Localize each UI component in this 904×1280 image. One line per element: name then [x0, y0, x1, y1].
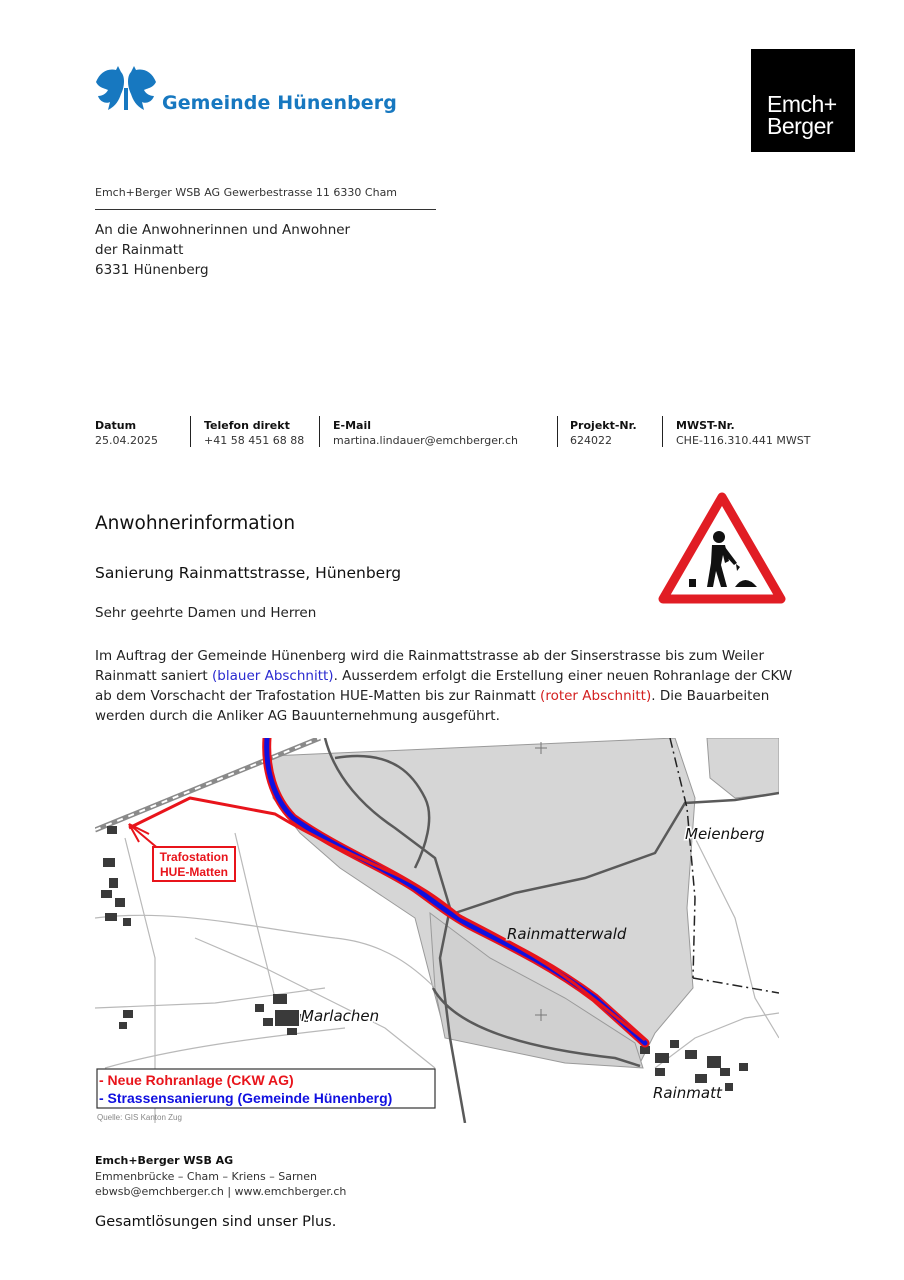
intro-paragraph: [95, 646, 810, 726]
firm-logo-line2: Berger: [767, 113, 834, 139]
meta-project-label: Projekt-Nr.: [570, 419, 637, 432]
place-label-marlachen: Marlachen: [301, 1007, 380, 1025]
footer-company: Emch+Berger WSB AG: [95, 1154, 234, 1167]
paragraph-text-2: . Ausserdem erfolgt die Erstellung einer neuen Rohranlage der CKW ab dem Vorschacht der Trafostation HUE-Matten bis zur Rainmatt: [95, 668, 793, 704]
meta-vat-value: CHE-116.310.441 MWST: [676, 434, 811, 447]
meta-date-value: 25.04.2025: [95, 434, 158, 447]
municipality-crest-icon: [94, 64, 158, 112]
paragraph-text-3: . Die Bauarbeiten werden durch die Anliker AG Bauunternehmung ausgeführt.: [95, 688, 770, 724]
meta-divider: [662, 416, 663, 447]
red-section-note: (roter Abschnitt): [540, 688, 652, 704]
meta-date: [95, 418, 158, 448]
meta-email: [333, 418, 518, 448]
place-label-rainmatt: Rainmatt: [653, 1084, 722, 1102]
meta-phone-label: Telefon direkt: [204, 419, 290, 432]
footer-locations: Emmenbrücke – Cham – Kriens – Sarnen: [95, 1169, 318, 1183]
document-title: Anwohnerinformation: [95, 513, 296, 534]
recipient-line2: der Rainmatt: [95, 242, 184, 258]
meta-date-label: Datum: [95, 419, 137, 432]
meta-phone-value: +41 58 451 68 88: [204, 434, 305, 447]
meta-email-value: martina.lindauer@emchberger.ch: [333, 434, 518, 447]
municipality-logo: [94, 64, 397, 112]
sender-line: Emch+Berger WSB AG Gewerbestrasse 11 6330 Cham: [95, 186, 398, 199]
site-map: [95, 738, 779, 1123]
meta-vat-label: MWST-Nr.: [676, 419, 735, 432]
map-source: Quelle: GIS Kanton Zug: [97, 1113, 182, 1122]
footer: [95, 1153, 346, 1200]
recipient-address: [95, 220, 350, 280]
place-label-rainmatterwald: Rainmatterwald: [507, 925, 627, 943]
meta-phone: [204, 418, 304, 448]
meta-project-value: 624022: [570, 434, 612, 447]
sender-divider: [95, 209, 436, 210]
meta-email-label: E-Mail: [333, 419, 371, 432]
salutation: Sehr geehrte Damen und Herren: [95, 605, 317, 621]
municipality-name: Gemeinde Hünenberg: [162, 92, 397, 114]
meta-vat: [676, 418, 810, 448]
firm-logo: [751, 49, 855, 152]
firm-logo-line1: Emch+: [767, 91, 837, 117]
recipient-line3: 6331 Hünenberg: [95, 262, 209, 278]
place-label-meienberg: Meienberg: [685, 825, 765, 843]
footer-contact: ebwsb@emchberger.ch | www.emchberger.ch: [95, 1185, 347, 1198]
footer-slogan: Gesamtlösungen sind unser Plus.: [95, 1214, 337, 1230]
roadwork-sign-icon: [657, 491, 787, 605]
trafo-label-line2: HUE-Matten: [160, 865, 228, 879]
legend-blue-item: - Strassensanierung (Gemeinde Hünenberg): [99, 1090, 393, 1106]
trafo-label-line1: Trafostation: [159, 850, 229, 864]
blue-section-note: (blauer Abschnitt): [212, 668, 334, 684]
meta-project: [570, 418, 637, 448]
meta-divider: [557, 416, 558, 447]
legend-red-item: - Neue Rohranlage (CKW AG): [99, 1072, 294, 1088]
meta-divider: [190, 416, 191, 447]
meta-divider: [319, 416, 320, 447]
recipient-line1: An die Anwohnerinnen und Anwohner: [95, 222, 351, 238]
document-subtitle: Sanierung Rainmattstrasse, Hünenberg: [95, 564, 402, 582]
paragraph-text-1: Im Auftrag der Gemeinde Hünenberg wird die Rainmattstrasse ab der Sinserstrasse bis zum Weiler Rainmatt saniert: [95, 648, 765, 684]
